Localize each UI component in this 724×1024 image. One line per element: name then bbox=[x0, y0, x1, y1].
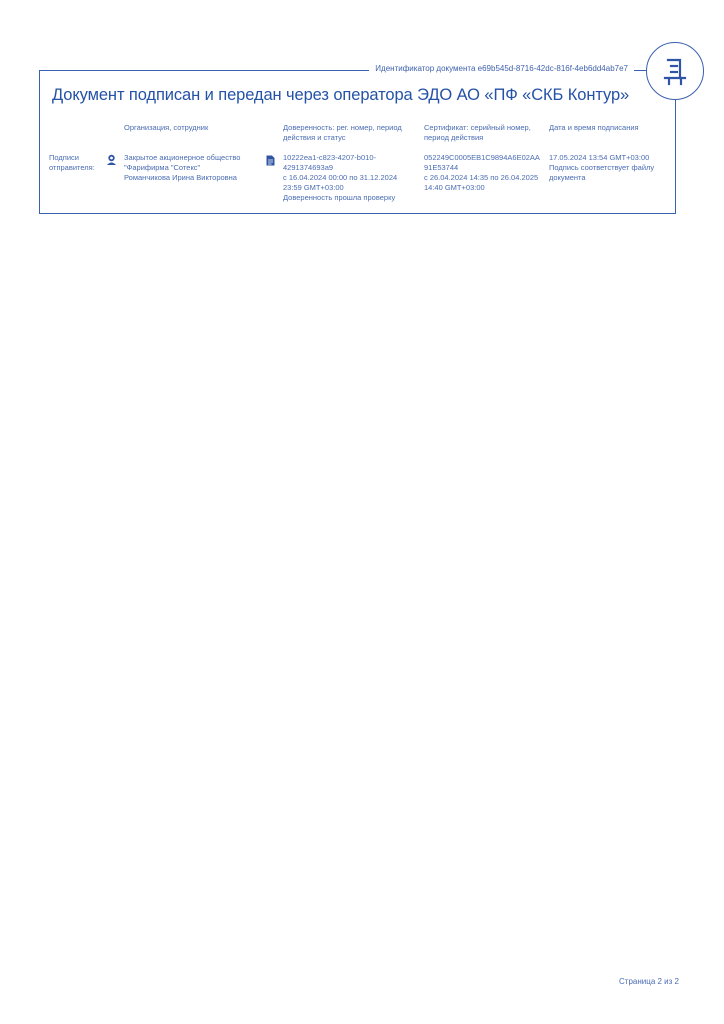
certificate-details: 052249C0005EB1C9894A6E02AA 91E53744 с 26.04.2024 14:35 по 26.04.2025 14:40 GMT+03:00 bbox=[424, 153, 540, 192]
row-label-sender-signatures: Подписи отправителя: bbox=[49, 153, 95, 172]
header-sign-date: Дата и время подписания bbox=[549, 123, 639, 132]
power-of-attorney-doc-icon bbox=[266, 153, 275, 171]
signer-person-icon bbox=[106, 153, 117, 171]
power-of-attorney-details: 10222ea1-c823-4207-b010- 4291374693a9 с 16.04.2024 00:00 по 31.12.2024 23:59 GMT+03:00 Доверенность прошла проверку bbox=[283, 153, 398, 202]
header-power-of-attorney: Доверенность: рег. номер, период действия и статус bbox=[283, 123, 402, 142]
page-number: Страница 2 из 2 bbox=[619, 977, 679, 986]
sign-date-details: 17.05.2024 13:54 GMT+03:00 Подпись соответствует файлу документа bbox=[549, 153, 655, 182]
diadoc-logo-icon bbox=[646, 42, 704, 100]
header-certificate: Сертификат: серийный номер, период действия bbox=[424, 123, 531, 142]
document-id: Идентификатор документа e69b545d-8716-42dc-816f-4eb6dd4ab7e7 bbox=[369, 62, 634, 76]
signer-organization: Закрытое акционерное общество "Фарифирма "Сотекс" Романчикова Ирина Викторовна bbox=[124, 153, 241, 182]
header-organization: Организация, сотрудник bbox=[124, 123, 209, 132]
stamp-title: Документ подписан и передан через оператора ЭДО АО «ПФ «СКБ Контур» bbox=[52, 86, 630, 104]
